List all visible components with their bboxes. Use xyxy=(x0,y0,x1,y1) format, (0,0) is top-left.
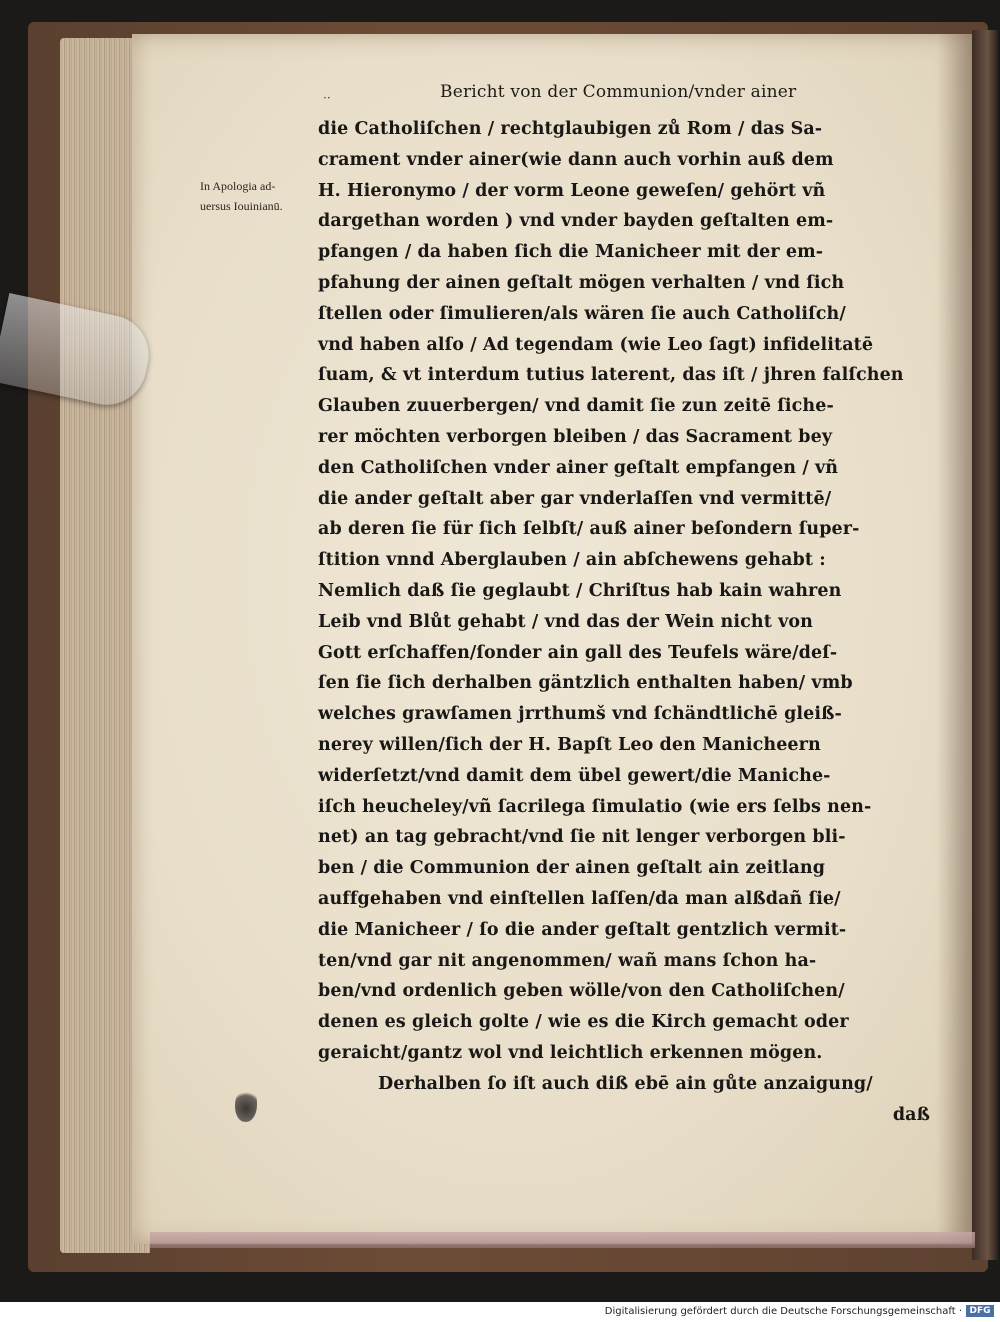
facing-page-edge xyxy=(972,30,998,1260)
text-line: die Manicheer / ſo die ander geſtalt gentzlich vermit- xyxy=(318,919,847,940)
ink-blot xyxy=(235,1088,257,1122)
text-line: Nemlich daß ſie geglaubt / Chriſtus hab kain wahren xyxy=(318,580,842,601)
text-line: crament vnder ainer(wie dann auch vorhin auß dem xyxy=(318,149,834,170)
text-line: Derhalben ſo iſt auch diß ebē ain gůte anzaigung/ xyxy=(378,1073,873,1094)
text-line: welches grawſamen jrrthumš vnd ſchändtlichē gleiß- xyxy=(318,704,842,725)
text-line: iſch heucheley/vñ ſacrilega ſimulatio (wie ers ſelbs nen- xyxy=(318,796,872,817)
body-text xyxy=(318,114,938,1130)
marginal-note-line: In Apologia ad- xyxy=(200,179,276,193)
text-line: auffgehaben vnd einſtellen laſſen/da man alßdañ ſie/ xyxy=(318,888,841,909)
text-line: den Catholiſchen vnder ainer geſtalt empfangen / vñ xyxy=(318,457,839,478)
text-line: net) an tag gebracht/vnd ſie nit lenger verborgen bli- xyxy=(318,827,846,848)
text-line: H. Hieronymo / der vorm Leone geweſen/ gehört vñ xyxy=(318,180,826,201)
text-line: dargethan worden ) vnd vnder bayden geſtalten em- xyxy=(318,211,834,232)
page-bottom-edge xyxy=(150,1232,975,1248)
marginal-note xyxy=(200,176,318,216)
running-head: Bericht von der Communion/vnder ainer xyxy=(440,82,797,102)
text-line: Leib vnd Blůt gehabt / vnd das der Wein nicht von xyxy=(318,611,813,632)
text-line: widerſetzt/vnd damit dem übel gewert/die Maniche- xyxy=(318,765,831,786)
text-line: ben / die Communion der ainen geſtalt ain zeitlang xyxy=(318,858,826,879)
header-mark: ·· xyxy=(323,91,331,105)
text-line: ſtellen oder ſimulieren/als wären ſie auch Catholiſch/ xyxy=(318,303,846,324)
text-line: pfahung der ainen geſtalt mögen verhalten / vnd ſich xyxy=(318,272,845,293)
text-line: vnd haben alſo / Ad tegendam (wie Leo ſagt) infidelitatē xyxy=(318,334,874,355)
text-line: Glauben zuuerbergen/ vnd damit ſie zun zeitē ſiche- xyxy=(318,396,834,417)
text-line: Gott erſchaffen/ſonder ain gall des Teufels wäre/deſ- xyxy=(318,642,838,663)
text-line: die ander geſtalt aber gar vnderlaſſen vnd vermittē/ xyxy=(318,488,832,509)
text-line: ab deren ſie für ſich ſelbſt/ auß ainer beſondern ſuper- xyxy=(318,519,860,540)
text-line: ſtition vnnd Aberglauben / ain abſchewens gehabt : xyxy=(318,550,826,571)
text-line: die Catholiſchen / rechtglaubigen zů Rom / das Sa- xyxy=(318,119,823,139)
text-line: ten/vnd gar nit angenommen/ wañ mans ſchon ha- xyxy=(318,950,817,971)
text-line: nerey willen/ſich der H. Bapſt Leo den Manicheern xyxy=(318,734,821,755)
dfg-logo: DFG xyxy=(966,1305,994,1317)
text-line: ſen ſie ſich derhalben gäntzlich enthalten haben/ vmb xyxy=(318,673,853,694)
text-line: denen es gleich golte / wie es die Kirch gemacht oder xyxy=(318,1012,849,1033)
marginal-note-line: uersus Iouinianū. xyxy=(200,199,283,213)
text-line: rer möchten verborgen bleiben / das Sacrament bey xyxy=(318,426,833,447)
footer-credit: Digitalisierung gefördert durch die Deutsche Forschungsgemeinschaft · xyxy=(604,1306,962,1317)
text-line: ſuam, & vt interdum tutius laterent, das iſt / jhren falſchen xyxy=(318,365,904,386)
page-gutter-shadow xyxy=(937,34,977,1244)
catchword: daß xyxy=(892,1104,930,1125)
text-line: pfangen / da haben ſich die Manicheer mit der em- xyxy=(318,242,824,263)
text-line: geraicht/gantz wol vnd leichtlich erkennen mögen. xyxy=(318,1042,823,1063)
text-line: ben/vnd ordenlich geben wölle/von den Catholiſchen/ xyxy=(318,981,845,1002)
